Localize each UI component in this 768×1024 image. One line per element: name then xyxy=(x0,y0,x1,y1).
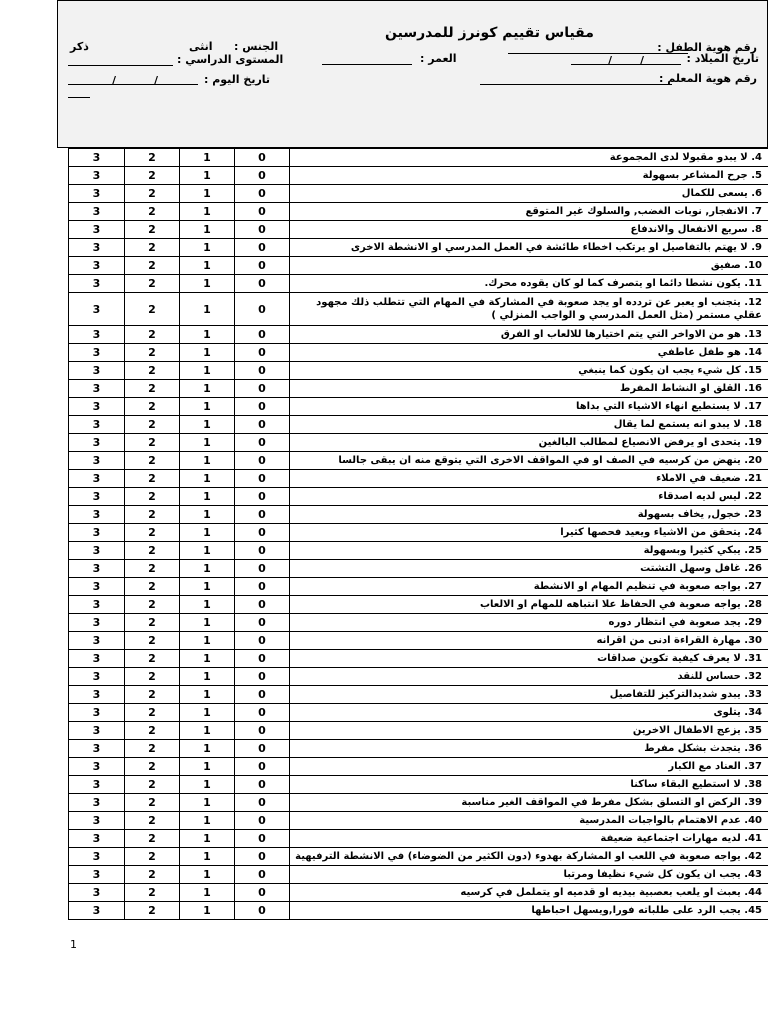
score-cell[interactable]: 3 xyxy=(69,416,125,434)
table-row xyxy=(69,668,768,686)
score-cell[interactable]: 0 xyxy=(235,794,290,812)
score-cell[interactable]: 1 xyxy=(180,722,235,740)
child-id-label: رقم هوية الطفل : xyxy=(657,41,757,54)
score-cell[interactable]: 0 xyxy=(235,470,290,488)
score-cell[interactable]: 3 xyxy=(69,650,125,668)
score-cell[interactable]: 1 xyxy=(180,506,235,524)
score-cell[interactable]: 3 xyxy=(69,812,125,830)
score-cell[interactable]: 3 xyxy=(69,794,125,812)
score-cell[interactable]: 1 xyxy=(180,632,235,650)
score-cell[interactable]: 0 xyxy=(235,506,290,524)
score-cell[interactable]: 1 xyxy=(180,221,235,239)
item-text: 24. يتحقق من الاشياء ويعيد فحصها كثيرا xyxy=(290,524,768,542)
score-cell[interactable]: 1 xyxy=(180,434,235,452)
table-row xyxy=(69,686,768,704)
score-cell[interactable]: 1 xyxy=(180,578,235,596)
score-cell[interactable]: 3 xyxy=(69,830,125,848)
score-cell[interactable]: 2 xyxy=(125,434,180,452)
score-cell[interactable]: 1 xyxy=(180,398,235,416)
rating-table xyxy=(68,148,768,920)
score-cell[interactable]: 3 xyxy=(69,578,125,596)
table-row xyxy=(69,758,768,776)
score-cell[interactable]: 2 xyxy=(125,650,180,668)
score-cell[interactable]: 2 xyxy=(125,257,180,275)
item-text: 15. كل شيء يجب ان يكون كما ينبغي xyxy=(290,362,768,380)
score-cell[interactable]: 1 xyxy=(180,239,235,257)
score-cell[interactable]: 3 xyxy=(69,275,125,293)
score-cell[interactable]: 0 xyxy=(235,524,290,542)
table-row xyxy=(69,416,768,434)
table-row xyxy=(69,524,768,542)
item-text: 31. لا يعرف كيفية تكوين صداقات xyxy=(290,650,768,668)
table-row xyxy=(69,362,768,380)
table-row xyxy=(69,257,768,275)
table-row xyxy=(69,650,768,668)
score-cell[interactable]: 3 xyxy=(69,560,125,578)
item-text: 8. سريع الانفعال والاندفاع xyxy=(290,221,768,239)
table-row xyxy=(69,560,768,578)
score-cell[interactable]: 1 xyxy=(180,293,235,326)
score-cell[interactable]: 1 xyxy=(180,344,235,362)
item-text: 26. غافل وسهل التشتت xyxy=(290,560,768,578)
score-cell[interactable]: 2 xyxy=(125,452,180,470)
table-row xyxy=(69,740,768,758)
score-cell[interactable]: 0 xyxy=(235,650,290,668)
score-cell[interactable]: 2 xyxy=(125,830,180,848)
table-row xyxy=(69,221,768,239)
score-cell[interactable]: 3 xyxy=(69,434,125,452)
gender-label: الجنس : xyxy=(234,40,279,53)
score-cell[interactable]: 3 xyxy=(69,344,125,362)
score-cell[interactable]: 3 xyxy=(69,149,125,167)
score-cell[interactable]: 2 xyxy=(125,239,180,257)
item-text: 43. يجب ان يكون كل شيء نظيفا ومرتبا xyxy=(290,866,768,884)
score-cell[interactable]: 1 xyxy=(180,596,235,614)
score-cell[interactable]: 0 xyxy=(235,326,290,344)
score-cell[interactable]: 1 xyxy=(180,794,235,812)
score-cell[interactable]: 3 xyxy=(69,884,125,902)
score-cell[interactable]: 1 xyxy=(180,758,235,776)
table-row xyxy=(69,848,768,866)
table-row xyxy=(69,884,768,902)
score-cell[interactable]: 3 xyxy=(69,326,125,344)
level-label: المستوى الدراسي : xyxy=(177,53,284,66)
score-cell[interactable]: 0 xyxy=(235,722,290,740)
score-cell[interactable]: 1 xyxy=(180,326,235,344)
score-cell[interactable]: 1 xyxy=(180,812,235,830)
score-cell[interactable]: 2 xyxy=(125,488,180,506)
child-id-field[interactable] xyxy=(508,53,688,54)
score-cell[interactable]: 1 xyxy=(180,830,235,848)
table-row xyxy=(69,704,768,722)
score-cell[interactable]: 3 xyxy=(69,470,125,488)
score-cell[interactable]: 3 xyxy=(69,167,125,185)
teacher-id-label: رقم هوية المعلم : xyxy=(659,72,757,85)
score-cell[interactable]: 2 xyxy=(125,167,180,185)
score-cell[interactable]: 2 xyxy=(125,578,180,596)
today-date-field[interactable] xyxy=(68,84,198,85)
score-cell[interactable]: 3 xyxy=(69,221,125,239)
score-cell[interactable]: 0 xyxy=(235,203,290,221)
item-text: 13. هو من الاواخر التي يتم اختيارها للالعاب او الفرق xyxy=(290,326,768,344)
score-cell[interactable]: 1 xyxy=(180,452,235,470)
score-cell[interactable]: 1 xyxy=(180,203,235,221)
table-row xyxy=(69,326,768,344)
score-cell[interactable]: 0 xyxy=(235,542,290,560)
item-text: 20. ينهض من كرسيه في الصف او في المواقف الاخرى التي يتوقع منه ان يبقى جالسا xyxy=(290,452,768,470)
item-text: 17. لا يستطيع انهاء الاشياء التي بداها xyxy=(290,398,768,416)
score-cell[interactable]: 0 xyxy=(235,380,290,398)
score-cell[interactable]: 2 xyxy=(125,185,180,203)
score-cell[interactable]: 0 xyxy=(235,293,290,326)
score-cell[interactable]: 3 xyxy=(69,614,125,632)
teacher-id-field[interactable] xyxy=(480,84,672,85)
table-row xyxy=(69,812,768,830)
score-cell[interactable]: 2 xyxy=(125,470,180,488)
score-cell[interactable]: 2 xyxy=(125,884,180,902)
level-field[interactable] xyxy=(68,65,173,66)
score-cell[interactable]: 2 xyxy=(125,524,180,542)
score-cell[interactable]: 2 xyxy=(125,740,180,758)
table-row xyxy=(69,722,768,740)
item-text: 19. يتحدى او يرفض الانصياع لمطالب البالغين xyxy=(290,434,768,452)
score-cell[interactable]: 0 xyxy=(235,185,290,203)
score-cell[interactable]: 1 xyxy=(180,542,235,560)
table-row xyxy=(69,506,768,524)
table-row xyxy=(69,434,768,452)
birth-date-label: تاريخ الميلاد : xyxy=(686,52,759,65)
gender-male-option[interactable]: ذكر xyxy=(70,40,89,53)
score-cell[interactable]: 3 xyxy=(69,596,125,614)
score-cell[interactable]: 0 xyxy=(235,578,290,596)
score-cell[interactable]: 3 xyxy=(69,722,125,740)
birth-date-slash-1: / xyxy=(640,54,645,67)
score-cell[interactable]: 3 xyxy=(69,524,125,542)
score-cell[interactable]: 3 xyxy=(69,866,125,884)
birth-date-slash-2: / xyxy=(608,54,613,67)
score-cell[interactable]: 1 xyxy=(180,740,235,758)
score-cell[interactable]: 2 xyxy=(125,203,180,221)
gender-female-option[interactable]: انثى xyxy=(189,40,213,53)
score-cell[interactable]: 3 xyxy=(69,776,125,794)
score-cell[interactable]: 0 xyxy=(235,596,290,614)
score-cell[interactable]: 3 xyxy=(69,632,125,650)
score-cell[interactable]: 3 xyxy=(69,239,125,257)
score-cell[interactable]: 2 xyxy=(125,326,180,344)
table-row xyxy=(69,596,768,614)
item-text: 12. يتجنب او يعبر عن تردده او يجد صعوبة في المشاركة في المهام التي تتطلب ذلك مجهود عقلي مستمر (مثل العمل المدرسي و الواجب المنزلي ) xyxy=(290,293,768,326)
item-text: 25. يبكي كثيرا وبسهولة xyxy=(290,542,768,560)
score-cell[interactable]: 3 xyxy=(69,740,125,758)
score-cell[interactable]: 0 xyxy=(235,704,290,722)
score-cell[interactable]: 1 xyxy=(180,704,235,722)
score-cell[interactable]: 0 xyxy=(235,758,290,776)
score-cell[interactable]: 0 xyxy=(235,398,290,416)
score-cell[interactable]: 3 xyxy=(69,293,125,326)
score-cell[interactable]: 3 xyxy=(69,452,125,470)
score-cell[interactable]: 0 xyxy=(235,257,290,275)
score-cell[interactable]: 1 xyxy=(180,524,235,542)
score-cell[interactable]: 0 xyxy=(235,866,290,884)
score-cell[interactable]: 2 xyxy=(125,668,180,686)
score-cell[interactable]: 2 xyxy=(125,221,180,239)
score-cell[interactable]: 3 xyxy=(69,704,125,722)
score-cell[interactable]: 0 xyxy=(235,668,290,686)
table-row xyxy=(69,380,768,398)
item-text: 33. يبدو شديدالتركيز للتفاصيل xyxy=(290,686,768,704)
item-text: 6. يسعى للكمال xyxy=(290,185,768,203)
score-cell[interactable]: 3 xyxy=(69,686,125,704)
score-cell[interactable]: 2 xyxy=(125,848,180,866)
score-cell[interactable]: 1 xyxy=(180,488,235,506)
score-cell[interactable]: 3 xyxy=(69,848,125,866)
score-cell[interactable]: 0 xyxy=(235,167,290,185)
item-text: 9. لا يهتم بالتفاصيل او يرتكب اخطاء طائشة في العمل المدرسي او الانشطة الاخرى xyxy=(290,239,768,257)
score-cell[interactable]: 0 xyxy=(235,149,290,167)
table-row xyxy=(69,830,768,848)
score-cell[interactable]: 0 xyxy=(235,239,290,257)
table-row xyxy=(69,167,768,185)
score-cell[interactable]: 2 xyxy=(125,758,180,776)
score-cell[interactable]: 1 xyxy=(180,185,235,203)
today-date-extra-line xyxy=(68,97,90,98)
today-date-slash-2: / xyxy=(112,74,117,87)
score-cell[interactable]: 2 xyxy=(125,632,180,650)
score-cell[interactable]: 0 xyxy=(235,740,290,758)
page-number: 1 xyxy=(70,938,77,951)
score-cell[interactable]: 0 xyxy=(235,221,290,239)
age-label: العمر : xyxy=(420,52,457,65)
table-row xyxy=(69,866,768,884)
score-cell[interactable]: 2 xyxy=(125,275,180,293)
item-text: 5. جرح المشاعر بسهولة xyxy=(290,167,768,185)
item-text: 36. يتجدث بشكل مفرط xyxy=(290,740,768,758)
score-cell[interactable]: 2 xyxy=(125,293,180,326)
score-cell[interactable]: 3 xyxy=(69,758,125,776)
score-cell[interactable]: 1 xyxy=(180,776,235,794)
score-cell[interactable]: 0 xyxy=(235,434,290,452)
score-cell[interactable]: 2 xyxy=(125,776,180,794)
score-cell[interactable]: 2 xyxy=(125,866,180,884)
score-cell[interactable]: 1 xyxy=(180,884,235,902)
table-row xyxy=(69,398,768,416)
item-text: 16. القلق او النشاط المفرط xyxy=(290,380,768,398)
item-text: 4. لا يبدو مقبولا لدى المجموعة xyxy=(290,149,768,167)
score-cell[interactable]: 0 xyxy=(235,812,290,830)
score-cell[interactable]: 2 xyxy=(125,704,180,722)
score-cell[interactable]: 3 xyxy=(69,542,125,560)
score-cell[interactable]: 0 xyxy=(235,614,290,632)
table-row xyxy=(69,794,768,812)
item-text: 38. لا استطيع البقاء ساكنا xyxy=(290,776,768,794)
score-cell[interactable]: 1 xyxy=(180,668,235,686)
table-row xyxy=(69,632,768,650)
score-cell[interactable]: 3 xyxy=(69,488,125,506)
score-cell[interactable]: 0 xyxy=(235,488,290,506)
score-cell[interactable]: 1 xyxy=(180,275,235,293)
score-cell[interactable]: 0 xyxy=(235,416,290,434)
table-row xyxy=(69,293,768,326)
score-cell[interactable]: 3 xyxy=(69,185,125,203)
item-text: 11. يكون نشطا دائما او يتصرف كما لو كان يقوده محرك. xyxy=(290,275,768,293)
table-row xyxy=(69,470,768,488)
score-cell[interactable]: 3 xyxy=(69,362,125,380)
score-cell[interactable]: 1 xyxy=(180,614,235,632)
table-row xyxy=(69,149,768,167)
score-cell[interactable]: 1 xyxy=(180,362,235,380)
item-text: 39. الركض او التسلق بشكل مفرط في المواقف الغير مناسبة xyxy=(290,794,768,812)
score-cell[interactable]: 1 xyxy=(180,257,235,275)
item-text: 28. يواجه صعوبة في الحفاظ علا انتباهه للمهام او الالعاب xyxy=(290,596,768,614)
table-row xyxy=(69,488,768,506)
table-row xyxy=(69,452,768,470)
item-text: 7. الانفجار, نوبات الغضب, والسلوك غير المتوقع xyxy=(290,203,768,221)
item-text: 45. يجب الرد على طلباته فورا,ويسهل احباطها xyxy=(290,902,768,920)
score-cell[interactable]: 2 xyxy=(125,506,180,524)
score-cell[interactable]: 2 xyxy=(125,542,180,560)
table-row xyxy=(69,239,768,257)
table-row xyxy=(69,542,768,560)
score-cell[interactable]: 1 xyxy=(180,848,235,866)
item-text: 18. لا يبدو انه يستمع لما يقال xyxy=(290,416,768,434)
score-cell[interactable]: 2 xyxy=(125,560,180,578)
item-text: 34. يتلوى xyxy=(290,704,768,722)
score-cell[interactable]: 0 xyxy=(235,830,290,848)
score-cell[interactable]: 0 xyxy=(235,275,290,293)
score-cell[interactable]: 2 xyxy=(125,149,180,167)
score-cell[interactable]: 1 xyxy=(180,560,235,578)
score-cell[interactable]: 1 xyxy=(180,650,235,668)
table-row xyxy=(69,902,768,920)
score-cell[interactable]: 1 xyxy=(180,902,235,920)
item-text: 30. مهارة القراءة ادنى من اقرانه xyxy=(290,632,768,650)
score-cell[interactable]: 1 xyxy=(180,470,235,488)
item-text: 10. صفيق xyxy=(290,257,768,275)
form-title: مقياس تقييم كونرز للمدرسين xyxy=(385,25,594,41)
score-cell[interactable]: 1 xyxy=(180,416,235,434)
score-cell[interactable]: 1 xyxy=(180,167,235,185)
item-text: 22. ليس لديه اصدقاء xyxy=(290,488,768,506)
score-cell[interactable]: 0 xyxy=(235,902,290,920)
item-text: 23. خجول, يخاف بسهولة xyxy=(290,506,768,524)
item-text: 44. يعبث او يلعب بعصبية بيديه او قدميه او يتململ في كرسيه xyxy=(290,884,768,902)
score-cell[interactable]: 0 xyxy=(235,884,290,902)
score-cell[interactable]: 3 xyxy=(69,668,125,686)
item-text: 27. يواجه صعوبة في تنظيم المهام او الانشطة xyxy=(290,578,768,596)
score-cell[interactable]: 0 xyxy=(235,848,290,866)
table-row xyxy=(69,776,768,794)
item-text: 35. يزعج الاطفال الاخرين xyxy=(290,722,768,740)
score-cell[interactable]: 0 xyxy=(235,686,290,704)
item-text: 42. يواجه صعوبة في اللعب او المشاركة بهدوء (دون الكثير من الضوضاء) في الانشطة الترفيهية xyxy=(290,848,768,866)
score-cell[interactable]: 1 xyxy=(180,380,235,398)
score-cell[interactable]: 2 xyxy=(125,686,180,704)
today-date-slash-1: / xyxy=(154,74,159,87)
table-row xyxy=(69,185,768,203)
table-row xyxy=(69,578,768,596)
today-date-label: تاريخ اليوم : xyxy=(204,73,271,86)
score-cell[interactable]: 1 xyxy=(180,866,235,884)
item-text: 14. هو طفل عاطفي xyxy=(290,344,768,362)
item-text: 37. العناد مع الكبار xyxy=(290,758,768,776)
table-row xyxy=(69,203,768,221)
score-cell[interactable]: 0 xyxy=(235,452,290,470)
score-cell[interactable]: 3 xyxy=(69,257,125,275)
score-cell[interactable]: 2 xyxy=(125,794,180,812)
score-cell[interactable]: 1 xyxy=(180,686,235,704)
score-cell[interactable]: 3 xyxy=(69,398,125,416)
item-text: 32. حساس للنقد xyxy=(290,668,768,686)
score-cell[interactable]: 2 xyxy=(125,596,180,614)
item-text: 29. يجد صعوبة في انتظار دوره xyxy=(290,614,768,632)
table-row xyxy=(69,275,768,293)
score-cell[interactable]: 3 xyxy=(69,203,125,221)
item-text: 41. لديه مهارات اجتماعية ضعيفة xyxy=(290,830,768,848)
form-header xyxy=(57,0,768,148)
score-cell[interactable]: 0 xyxy=(235,632,290,650)
age-field[interactable] xyxy=(322,64,412,65)
table-row xyxy=(69,614,768,632)
table-row xyxy=(69,344,768,362)
rating-rows xyxy=(69,149,768,920)
score-cell[interactable]: 2 xyxy=(125,614,180,632)
score-cell[interactable]: 1 xyxy=(180,149,235,167)
score-cell[interactable]: 2 xyxy=(125,722,180,740)
score-cell[interactable]: 2 xyxy=(125,398,180,416)
score-cell[interactable]: 0 xyxy=(235,776,290,794)
score-cell[interactable]: 2 xyxy=(125,416,180,434)
score-cell[interactable]: 3 xyxy=(69,506,125,524)
score-cell[interactable]: 2 xyxy=(125,902,180,920)
score-cell[interactable]: 2 xyxy=(125,812,180,830)
score-cell[interactable]: 0 xyxy=(235,560,290,578)
score-cell[interactable]: 2 xyxy=(125,344,180,362)
score-cell[interactable]: 3 xyxy=(69,902,125,920)
item-text: 40. عدم الاهتمام بالواجبات المدرسية xyxy=(290,812,768,830)
score-cell[interactable]: 3 xyxy=(69,380,125,398)
score-cell[interactable]: 2 xyxy=(125,362,180,380)
score-cell[interactable]: 0 xyxy=(235,344,290,362)
score-cell[interactable]: 0 xyxy=(235,362,290,380)
item-text: 21. ضعيف في الاملاء xyxy=(290,470,768,488)
birth-date-field[interactable] xyxy=(571,64,681,65)
score-cell[interactable]: 2 xyxy=(125,380,180,398)
